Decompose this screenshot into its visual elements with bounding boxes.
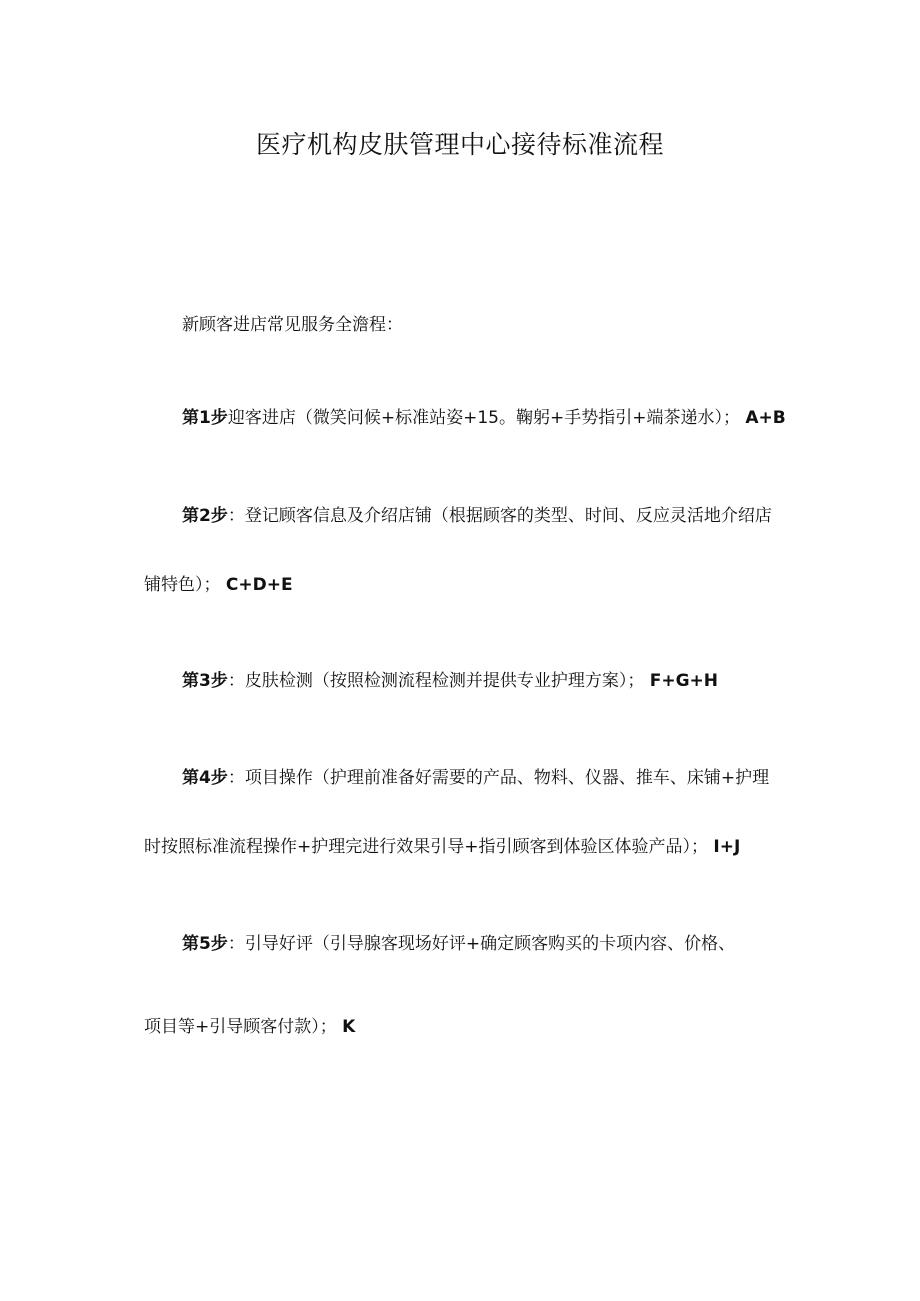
step-5-label: 第5步 <box>182 934 228 954</box>
step-4-line-1 <box>182 766 769 790</box>
intro-text: 新顾客进店常见服务全澹程： <box>182 315 403 335</box>
step-5-line-1 <box>182 932 735 956</box>
step-3-label: 第3步 <box>182 671 228 691</box>
step-5-line-2 <box>144 1015 355 1039</box>
step-1-label: 第1步 <box>182 408 228 428</box>
step-3-code: F+G+H <box>649 671 719 691</box>
step-2-line-2 <box>144 573 293 597</box>
step-1-line-1 <box>182 406 786 430</box>
step-2-text: ：登记顾客信息及介绍店铺（根据顾客的类型、时间、反应灵活地介绍店 <box>227 506 772 526</box>
step-4-code: I+J <box>713 837 741 857</box>
document-title: 医疗机构皮肤管理中心接待标准流程 <box>255 130 664 159</box>
step-4-text-cont: 时按照标准流程操作+护理完进行效果引导+指引顾客到体验区体验产品）； <box>144 837 708 857</box>
step-4-text: ：项目操作（护理前准备好需要的产品、物料、仪器、推车、床铺+护理 <box>227 768 770 788</box>
step-1-code: A+B <box>745 408 786 428</box>
step-1-text: 迎客进店（微笑问候+标准站姿+15。鞠躬+手势指引+端茶递水）； <box>227 408 740 428</box>
step-2-label: 第2步 <box>182 506 228 526</box>
step-2-line-1 <box>182 504 772 528</box>
step-4-line-2 <box>144 835 740 859</box>
step-3-line-1 <box>182 669 718 693</box>
step-4-label: 第4步 <box>182 768 228 788</box>
step-3-text: ：皮肤检测（按照检测流程检测并提供专业护理方案）； <box>227 671 645 691</box>
step-5-text: ：引导好评（引导腺客现场好评+确定顾客购买的卡项内容、价格、 <box>227 934 736 954</box>
step-2-text-cont: 铺特色）； <box>144 575 221 595</box>
step-5-text-cont: 项目等+引导顾客付款）； <box>144 1017 337 1037</box>
step-5-code: K <box>342 1017 356 1037</box>
step-2-code: C+D+E <box>225 575 293 595</box>
